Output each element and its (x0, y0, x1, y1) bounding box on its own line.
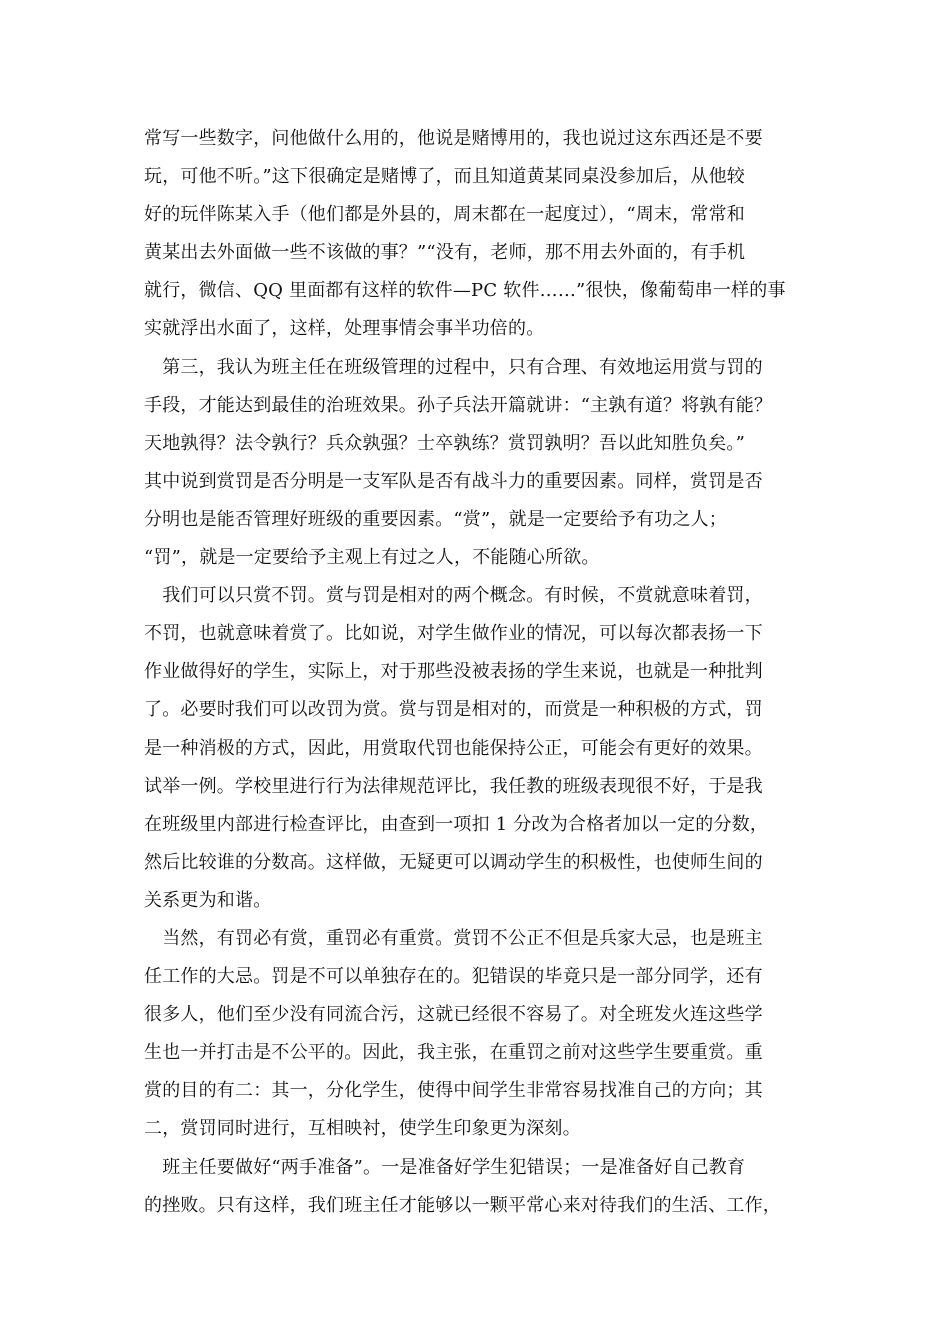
text-line: 作业做得好的学生，实际上，对于那些没被表扬的学生来说，也就是一种批判 (144, 661, 763, 683)
text-line: 二，赏罚同时进行，互相映衬，使学生印象更为深刻。 (144, 1118, 581, 1140)
text-line: 试举一例。学校里进行行为法律规范评比，我任教的班级表现很不好，于是我 (144, 775, 763, 797)
text-line: 好的玩伴陈某入手（他们都是外县的，周末都在一起度过），“周末，常常和 (144, 204, 745, 226)
text-line: 是一种消极的方式，因此，用赏取代罚也能保持公正，可能会有更好的效果。 (144, 737, 763, 759)
text-line: 在班级里内部进行检查评比，由查到一项扣 1 分改为合格者加以一定的分数， (144, 813, 769, 835)
text-line: 关系更为和谐。 (144, 889, 272, 911)
text-line: 很多人，他们至少没有同流合污，这就已经很不容易了。对全班发火连这些学 (144, 1004, 763, 1026)
text-line: 常写一些数字，问他做什么用的，他说是赌博用的，我也说过这东西还是不要 (144, 128, 763, 149)
text-line: 的挫败。只有这样，我们班主任才能够以一颗平常心来对待我们的生活、工作， (144, 1194, 781, 1216)
text-line: 第三，我认为班主任在班级管理的过程中，只有合理、有效地运用赏与罚的 (144, 356, 763, 378)
document-body (144, 120, 810, 1225)
text-line: 黄某出去外面做一些不该做的事？”“没有，老师，那不用去外面的，有手机 (144, 242, 746, 264)
text-line: 不罚，也就意味着赏了。比如说，对学生做作业的情况，可以每次都表扬一下 (144, 623, 763, 645)
text-line: 任工作的大忌。罚是不可以单独存在的。犯错误的毕竟只是一部分同学，还有 (144, 966, 763, 988)
text-line: 赏的目的有二：其一，分化学生，使得中间学生非常容易找准自己的方向；其 (144, 1080, 763, 1102)
text-line: 分明也是能否管理好班级的重要因素。“赏”，就是一定要给予有功之人； (144, 508, 728, 530)
text-line: 我们可以只赏不罚。赏与罚是相对的两个概念。有时候，不赏就意味着罚， (144, 585, 763, 607)
text-line: 了。必要时我们可以改罚为赏。赏与罚是相对的，而赏是一种积极的方式，罚 (144, 699, 763, 721)
text-line: 班主任要做好“两手准备”。一是准备好学生犯错误；一是准备好自己教育 (144, 1156, 746, 1178)
text-line: 生也一并打击是不公平的。因此，我主张，在重罚之前对这些学生要重赏。重 (144, 1042, 763, 1064)
text-line: 玩，可他不听。”这下很确定是赌博了，而且知道黄某同桌没参加后，从他较 (144, 166, 745, 188)
text-line: 实就浮出水面了，这样，处理事情会事半功倍的。 (144, 318, 545, 340)
text-line: 手段，才能达到最佳的治班效果。孙子兵法开篇就讲：“主孰有道？将孰有能？ (144, 394, 773, 416)
text-line: 然后比较谁的分数高。这样做，无疑更可以调动学生的积极性，也使师生间的 (144, 851, 763, 873)
text-line: 天地孰得？法令孰行？兵众孰强？士卒孰练？赏罚孰明？吾以此知胜负矣。” (144, 432, 745, 454)
text-line: “罚”，就是一定要给予主观上有过之人，不能随心所欲。 (144, 547, 600, 569)
text-line: 就行，微信、QQ 里面都有这样的软件—PC 软件……”很快，像葡萄串一样的事 (144, 280, 786, 302)
text-line: 其中说到赏罚是否分明是一支军队是否有战斗力的重要因素。同样，赏罚是否 (144, 470, 763, 492)
text-line: 当然，有罚必有赏，重罚必有重赏。赏罚不公正不但是兵家大忌，也是班主 (144, 927, 763, 949)
